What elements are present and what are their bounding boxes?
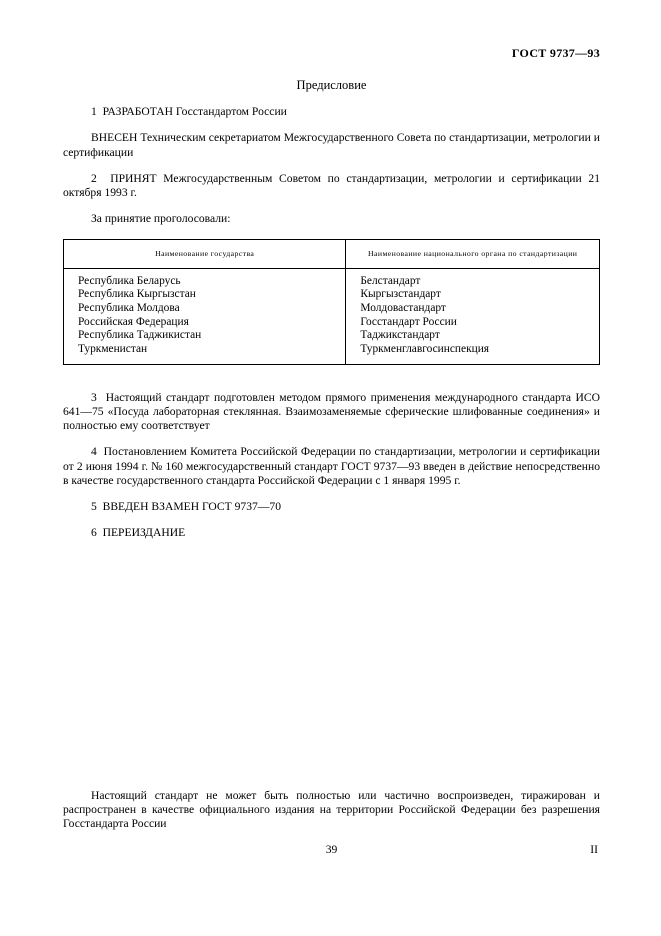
table-row xyxy=(64,343,600,364)
state-cell: Туркменистан xyxy=(64,343,346,364)
org-cell: Кыргызстандарт xyxy=(346,288,600,302)
table-row xyxy=(64,329,600,343)
table-row xyxy=(64,288,600,302)
clause-1: 1 РАЗРАБОТАН Госстандартом России xyxy=(91,105,287,118)
table-row xyxy=(64,316,600,330)
state-cell: Республика Таджикистан xyxy=(64,329,346,343)
state-cell: Российская Федерация xyxy=(64,316,346,330)
page-number: 39 xyxy=(325,842,338,856)
clause-1-vnesen: ВНЕСЕН Техническим секретариатом Межгосударственного Совета по стандартизации, метрологии и сертификации xyxy=(63,131,600,159)
clause-3: 3 Настоящий стандарт подготовлен методом прямого применения международного стандарта ИСО 641—75 «Посуда лабораторная стеклянная. Взаимозаменяемые сферические шлифованные соединения» и полностью ему соответствует xyxy=(63,390,600,433)
clause-4: 4 Постановлением Комитета Российской Федерации по стандартизации, метрологии и сертификации от 2 июня 1994 г. № 160 межгосударственный стандарт ГОСТ 9737—93 введен в действие непосредственно в качестве государственного стандарта Российской Федерации с 1 января 1995 г. xyxy=(63,445,600,487)
org-cell: Туркменглавгосинспекция xyxy=(346,343,600,364)
clause-5: 5 ВВЕДЕН ВЗАМЕН ГОСТ 9737—70 xyxy=(91,500,281,514)
doc-code: ГОСТ 9737—93 xyxy=(511,46,600,60)
org-cell: Белстандарт xyxy=(346,268,600,288)
org-cell: Таджикстандарт xyxy=(346,329,600,343)
table-row xyxy=(64,302,600,316)
voting-table-header-row xyxy=(64,239,600,268)
voting-table-header-state: Наименование государства xyxy=(64,239,346,268)
sheet-number: II xyxy=(590,842,598,856)
org-cell: Молдовастандарт xyxy=(346,302,600,316)
copyright-notice: Настоящий стандарт не может быть полностью или частично воспроизведен, тиражирован и распространен в качестве официального издания на территории Российской Федерации без разрешения Госстандарта России xyxy=(63,788,600,831)
page-footer xyxy=(63,843,600,859)
table-row xyxy=(64,268,600,288)
org-cell: Госстандарт России xyxy=(346,316,600,330)
state-cell: Республика Молдова xyxy=(64,302,346,316)
voting-table xyxy=(63,239,600,365)
page-title: Предисловие xyxy=(296,78,367,92)
state-cell: Республика Беларусь xyxy=(64,268,346,288)
state-cell: Республика Кыргызстан xyxy=(64,288,346,302)
voting-table-head xyxy=(64,239,600,268)
vote-intro: За принятие проголосовали: xyxy=(91,212,231,226)
clause-2: 2 ПРИНЯТ Межгосударственным Советом по стандартизации, метрологии и сертификации 21 октября 1993 г. xyxy=(63,171,600,199)
voting-table-header-org: Наименование национального органа по стандартизации xyxy=(346,239,600,268)
clause-6: 6 ПЕРЕИЗДАНИЕ xyxy=(91,526,186,540)
voting-table-body xyxy=(64,268,600,364)
